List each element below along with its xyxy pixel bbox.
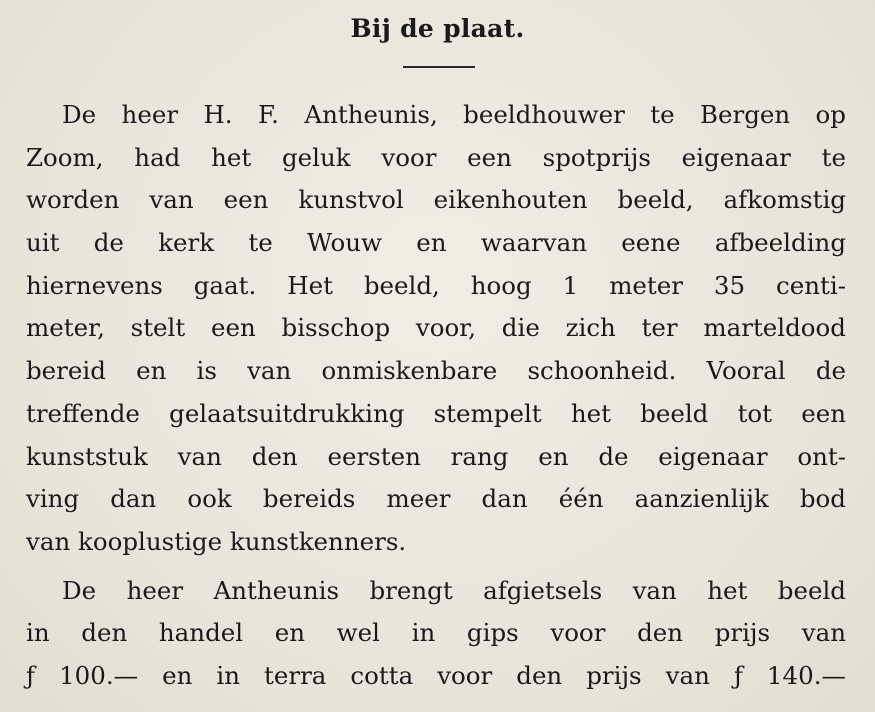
text-line: in den handel en wel in gips voor den prijs van (26, 618, 846, 648)
text-line: meter, stelt een bisschop voor, die zich ter marteldood (26, 313, 846, 343)
article-body (26, 94, 846, 698)
text-line: uit de kerk te Wouw en waarvan eene afbeelding (26, 228, 846, 258)
paragraph-1 (26, 94, 846, 564)
text-line: treffende gelaatsuitdrukking stempelt het beeld tot een (26, 398, 846, 428)
text-line: ving dan ook bereids meer dan één aanzienlijk bod (26, 484, 846, 514)
text-line: hiernevens gaat. Het beeld, hoog 1 meter 35 centi- (26, 270, 846, 300)
text-line: De heer H. F. Antheunis, beeldhouwer te Bergen op (62, 100, 846, 129)
text-line: kunststuk van den eersten rang en de eigenaar ont- (26, 441, 846, 471)
text-line: van kooplustige kunstkenners. (26, 526, 407, 556)
paragraph-2 (26, 570, 846, 698)
article-title: Bij de plaat. (350, 14, 525, 43)
text-line: De heer Antheunis brengt afgietsels van het beeld (62, 575, 846, 605)
text-line: Zoom, had het geluk voor een spotprijs eigenaar te (26, 142, 846, 172)
text-line: worden van een kunstvol eikenhouten beeld, afkomstig (26, 185, 846, 215)
text-line: bereid en is van onmiskenbare schoonheid. Vooral de (26, 356, 846, 386)
title-rule (403, 66, 475, 68)
text-line: ƒ 100.— en in terra cotta voor den prijs van ƒ 140.— (26, 660, 846, 690)
